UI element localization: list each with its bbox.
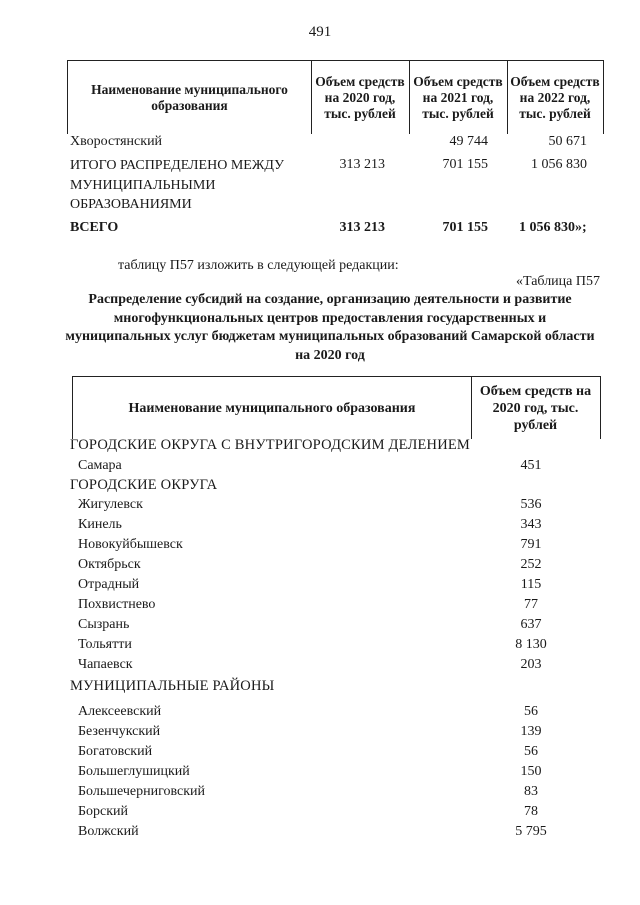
list-item-name: Октябрьск [78, 557, 141, 572]
table1-row-value-2022: 50 671 [548, 134, 587, 149]
list-item-value: 791 [520, 537, 542, 552]
table2-header-name: Наименование муниципального образования [73, 377, 472, 439]
list-item-name: Большечерниговский [78, 784, 206, 799]
list-item-value: 637 [520, 617, 542, 632]
list-item-value: 77 [524, 597, 538, 612]
table-reference: «Таблица П57 [516, 274, 600, 289]
table1-total-distributed-2022: 1 056 830 [531, 157, 587, 172]
list-item-name: Кинель [78, 517, 122, 532]
list-item-name: Чапаевск [78, 657, 133, 672]
table1-total-distributed-label: ИТОГО РАСПРЕДЕЛЕНО МЕЖДУ МУНИЦИПАЛЬНЫМИ ОБРАЗОВАНИЯМИ [70, 158, 284, 212]
list-item-name: Жигулевск [78, 497, 143, 512]
table-title: Распределение субсидий на создание, организацию деятельности и развитие многофункциональных центров предоставления государственных и муниципальных услуг бюджетам муниципальных образований Самарской области на 2020 год [65, 292, 595, 363]
page-number: 491 [308, 24, 332, 40]
list-item-name: Алексеевский [78, 704, 162, 719]
list-item-name: Большеглушицкий [78, 764, 190, 779]
list-item-value: 451 [520, 458, 542, 473]
table1-total-2022: 1 056 830»; [519, 220, 587, 235]
list-item-value: 139 [520, 724, 542, 739]
section-title: ГОРОДСКИЕ ОКРУГА С ВНУТРИГОРОДСКИМ ДЕЛЕНИЕМ [70, 437, 471, 453]
list-item-name: Сызрань [78, 617, 130, 632]
list-item-value: 5 795 [515, 824, 547, 839]
table1-total-2021: 701 155 [442, 220, 488, 235]
list-item-value: 252 [520, 557, 542, 572]
section-title: ГОРОДСКИЕ ОКРУГА [70, 477, 218, 493]
list-item-name: Самара [78, 458, 122, 473]
list-item-value: 115 [520, 577, 542, 592]
list-item-value: 56 [524, 744, 538, 759]
list-item-name: Новокуйбышевск [78, 537, 183, 552]
list-item-name: Волжский [78, 824, 139, 839]
table1-header-2021: Объем средств на 2021 год, тыс. рублей [409, 61, 508, 134]
list-item-name: Богатовский [78, 744, 153, 759]
table1-row-name: Хворостянский [70, 134, 163, 149]
list-item-value: 78 [524, 804, 538, 819]
intro-text: таблицу П57 изложить в следующей редакции: [118, 258, 399, 273]
list-item-value: 56 [524, 704, 538, 719]
table2-header [72, 376, 601, 439]
list-item-value: 203 [520, 657, 542, 672]
list-item-value: 83 [524, 784, 538, 799]
table1-header-2020: Объем средств на 2020 год, тыс. рублей [311, 61, 410, 134]
list-item-value: 343 [520, 517, 542, 532]
table1-total-2020: 313 213 [339, 220, 385, 235]
list-item-value: 150 [520, 764, 542, 779]
list-item-name: Безенчукский [78, 724, 161, 739]
section-title: МУНИЦИПАЛЬНЫЕ РАЙОНЫ [70, 678, 275, 694]
list-item-value: 8 130 [515, 637, 547, 652]
table1-header-name: Наименование муниципального образования [68, 61, 312, 134]
list-item-name: Отрадный [78, 577, 140, 592]
list-item-value: 536 [520, 497, 542, 512]
table2-header-2020: Объем средств на 2020 год, тыс. рублей [479, 383, 592, 433]
table1-total-distributed-2020: 313 213 [339, 157, 385, 172]
list-item-name: Борский [78, 804, 129, 819]
table1-row-value-2021: 49 744 [449, 134, 488, 149]
list-item-name: Тольятти [78, 637, 132, 652]
table1-header [67, 60, 604, 134]
list-item-name: Похвистнево [78, 597, 156, 612]
table1-header-2022: Объем средств на 2022 год, тыс. рублей [510, 73, 600, 121]
table1-total-label: ВСЕГО [70, 220, 119, 235]
table1-total-distributed-2021: 701 155 [442, 157, 488, 172]
